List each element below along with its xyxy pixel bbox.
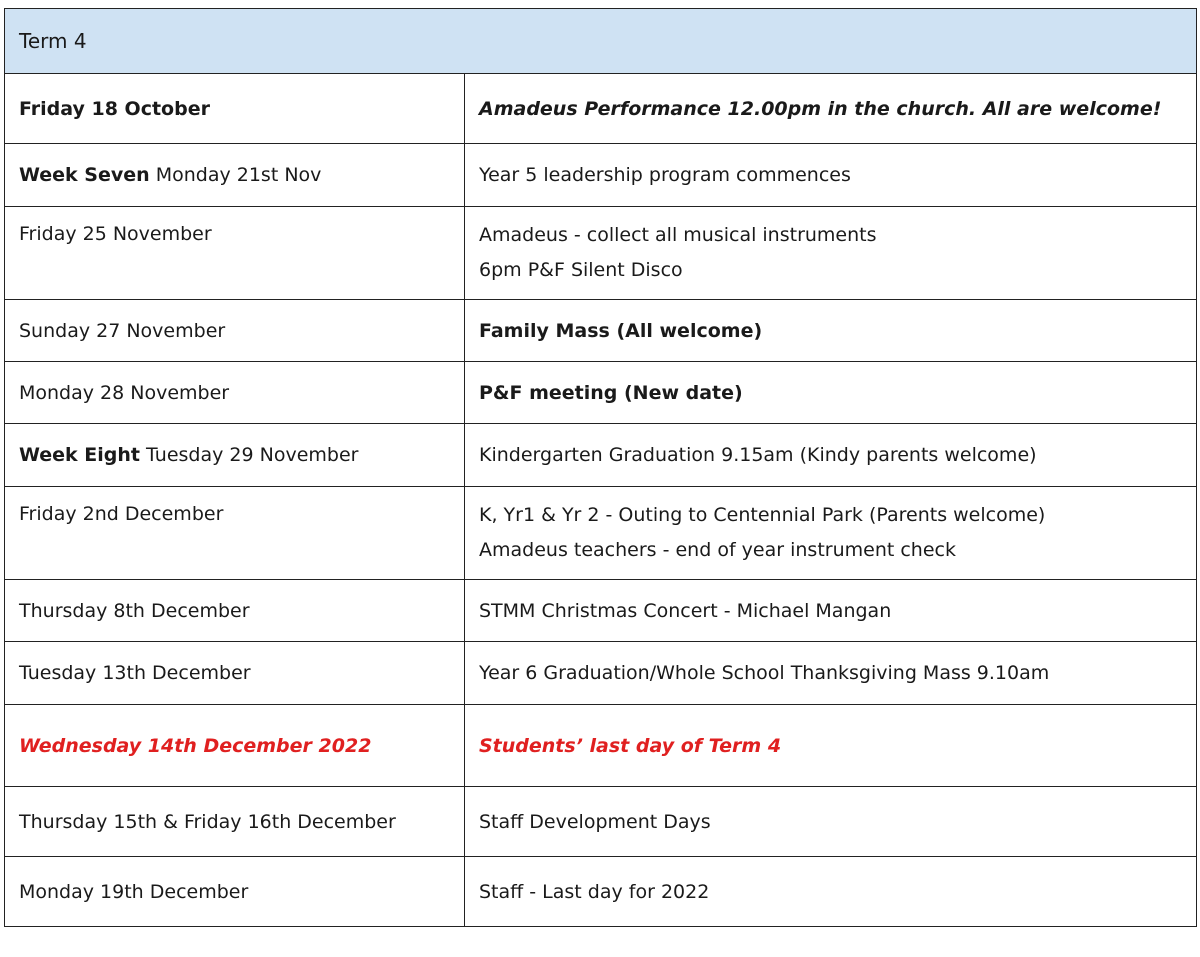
event-text: Amadeus teachers - end of year instrument check [479,539,956,561]
event-text: Year 5 leadership program commences [479,164,851,186]
event-cell [465,207,1197,300]
event-text: 6pm P&F Silent Disco [479,259,683,281]
table-row [5,74,1197,144]
table-row [5,362,1197,424]
term-calendar-table [4,8,1197,927]
event-text: K, Yr1 & Yr 2 - Outing to Centennial Park (Parents welcome) [479,504,1046,526]
date-label: Monday 19th December [19,880,249,903]
table-row [5,207,1197,300]
table-row [5,424,1197,487]
date-cell [5,705,465,787]
date-label: Monday 28 November [19,381,230,404]
date-cell [5,580,465,642]
event-cell [465,144,1197,207]
event-cell [465,787,1197,857]
date-label: Sunday 27 November [19,319,226,342]
event-cell [465,300,1197,362]
table-row-highlight [5,705,1197,787]
event-text: Amadeus - collect all musical instruments [479,224,877,246]
event-text: Family Mass (All welcome) [479,319,763,342]
event-text: Staff - Last day for 2022 [479,880,710,903]
event-cell [465,362,1197,424]
event-text: Year 6 Graduation/Whole School Thanksgiving Mass 9.10am [479,662,1050,684]
date-cell [5,642,465,705]
event-cell [465,580,1197,642]
date-label: Thursday 15th & Friday 16th December [19,810,396,833]
week-label: Week Eight [19,444,141,466]
date-label: Monday 21st Nov [149,164,322,186]
table-header-row [5,9,1197,74]
date-label: Tuesday 13th December [19,662,251,684]
event-cell [465,487,1197,580]
date-cell [5,144,465,207]
table-row [5,144,1197,207]
date-label: Tuesday 29 November [140,444,359,466]
date-cell [5,300,465,362]
table-row [5,642,1197,705]
event-cell [465,857,1197,927]
term-title: Term 4 [5,9,1197,74]
date-label: Friday 2nd December [19,503,224,525]
event-text: Amadeus Performance 12.00pm in the church. All are welcome! [479,97,1162,120]
table-row [5,580,1197,642]
table-row [5,487,1197,580]
event-text: Kindergarten Graduation 9.15am (Kindy parents welcome) [479,444,1037,466]
date-cell [5,207,465,300]
event-cell [465,74,1197,144]
event-text: P&F meeting (New date) [479,381,743,404]
event-text: Staff Development Days [479,810,711,833]
date-cell [5,857,465,927]
date-cell [5,487,465,580]
event-cell [465,424,1197,487]
date-label: Friday 25 November [19,223,212,245]
table-row [5,857,1197,927]
event-text: Students’ last day of Term 4 [479,734,782,757]
table-row [5,787,1197,857]
date-label: Wednesday 14th December 2022 [19,734,372,757]
event-text: STMM Christmas Concert - Michael Mangan [479,599,892,622]
date-cell [5,424,465,487]
table-row [5,300,1197,362]
date-cell [5,362,465,424]
event-cell [465,642,1197,705]
date-cell [5,74,465,144]
week-label: Week Seven [19,164,150,186]
date-cell [5,787,465,857]
date-label: Friday 18 October [19,97,210,120]
date-label: Thursday 8th December [19,599,250,622]
event-cell [465,705,1197,787]
